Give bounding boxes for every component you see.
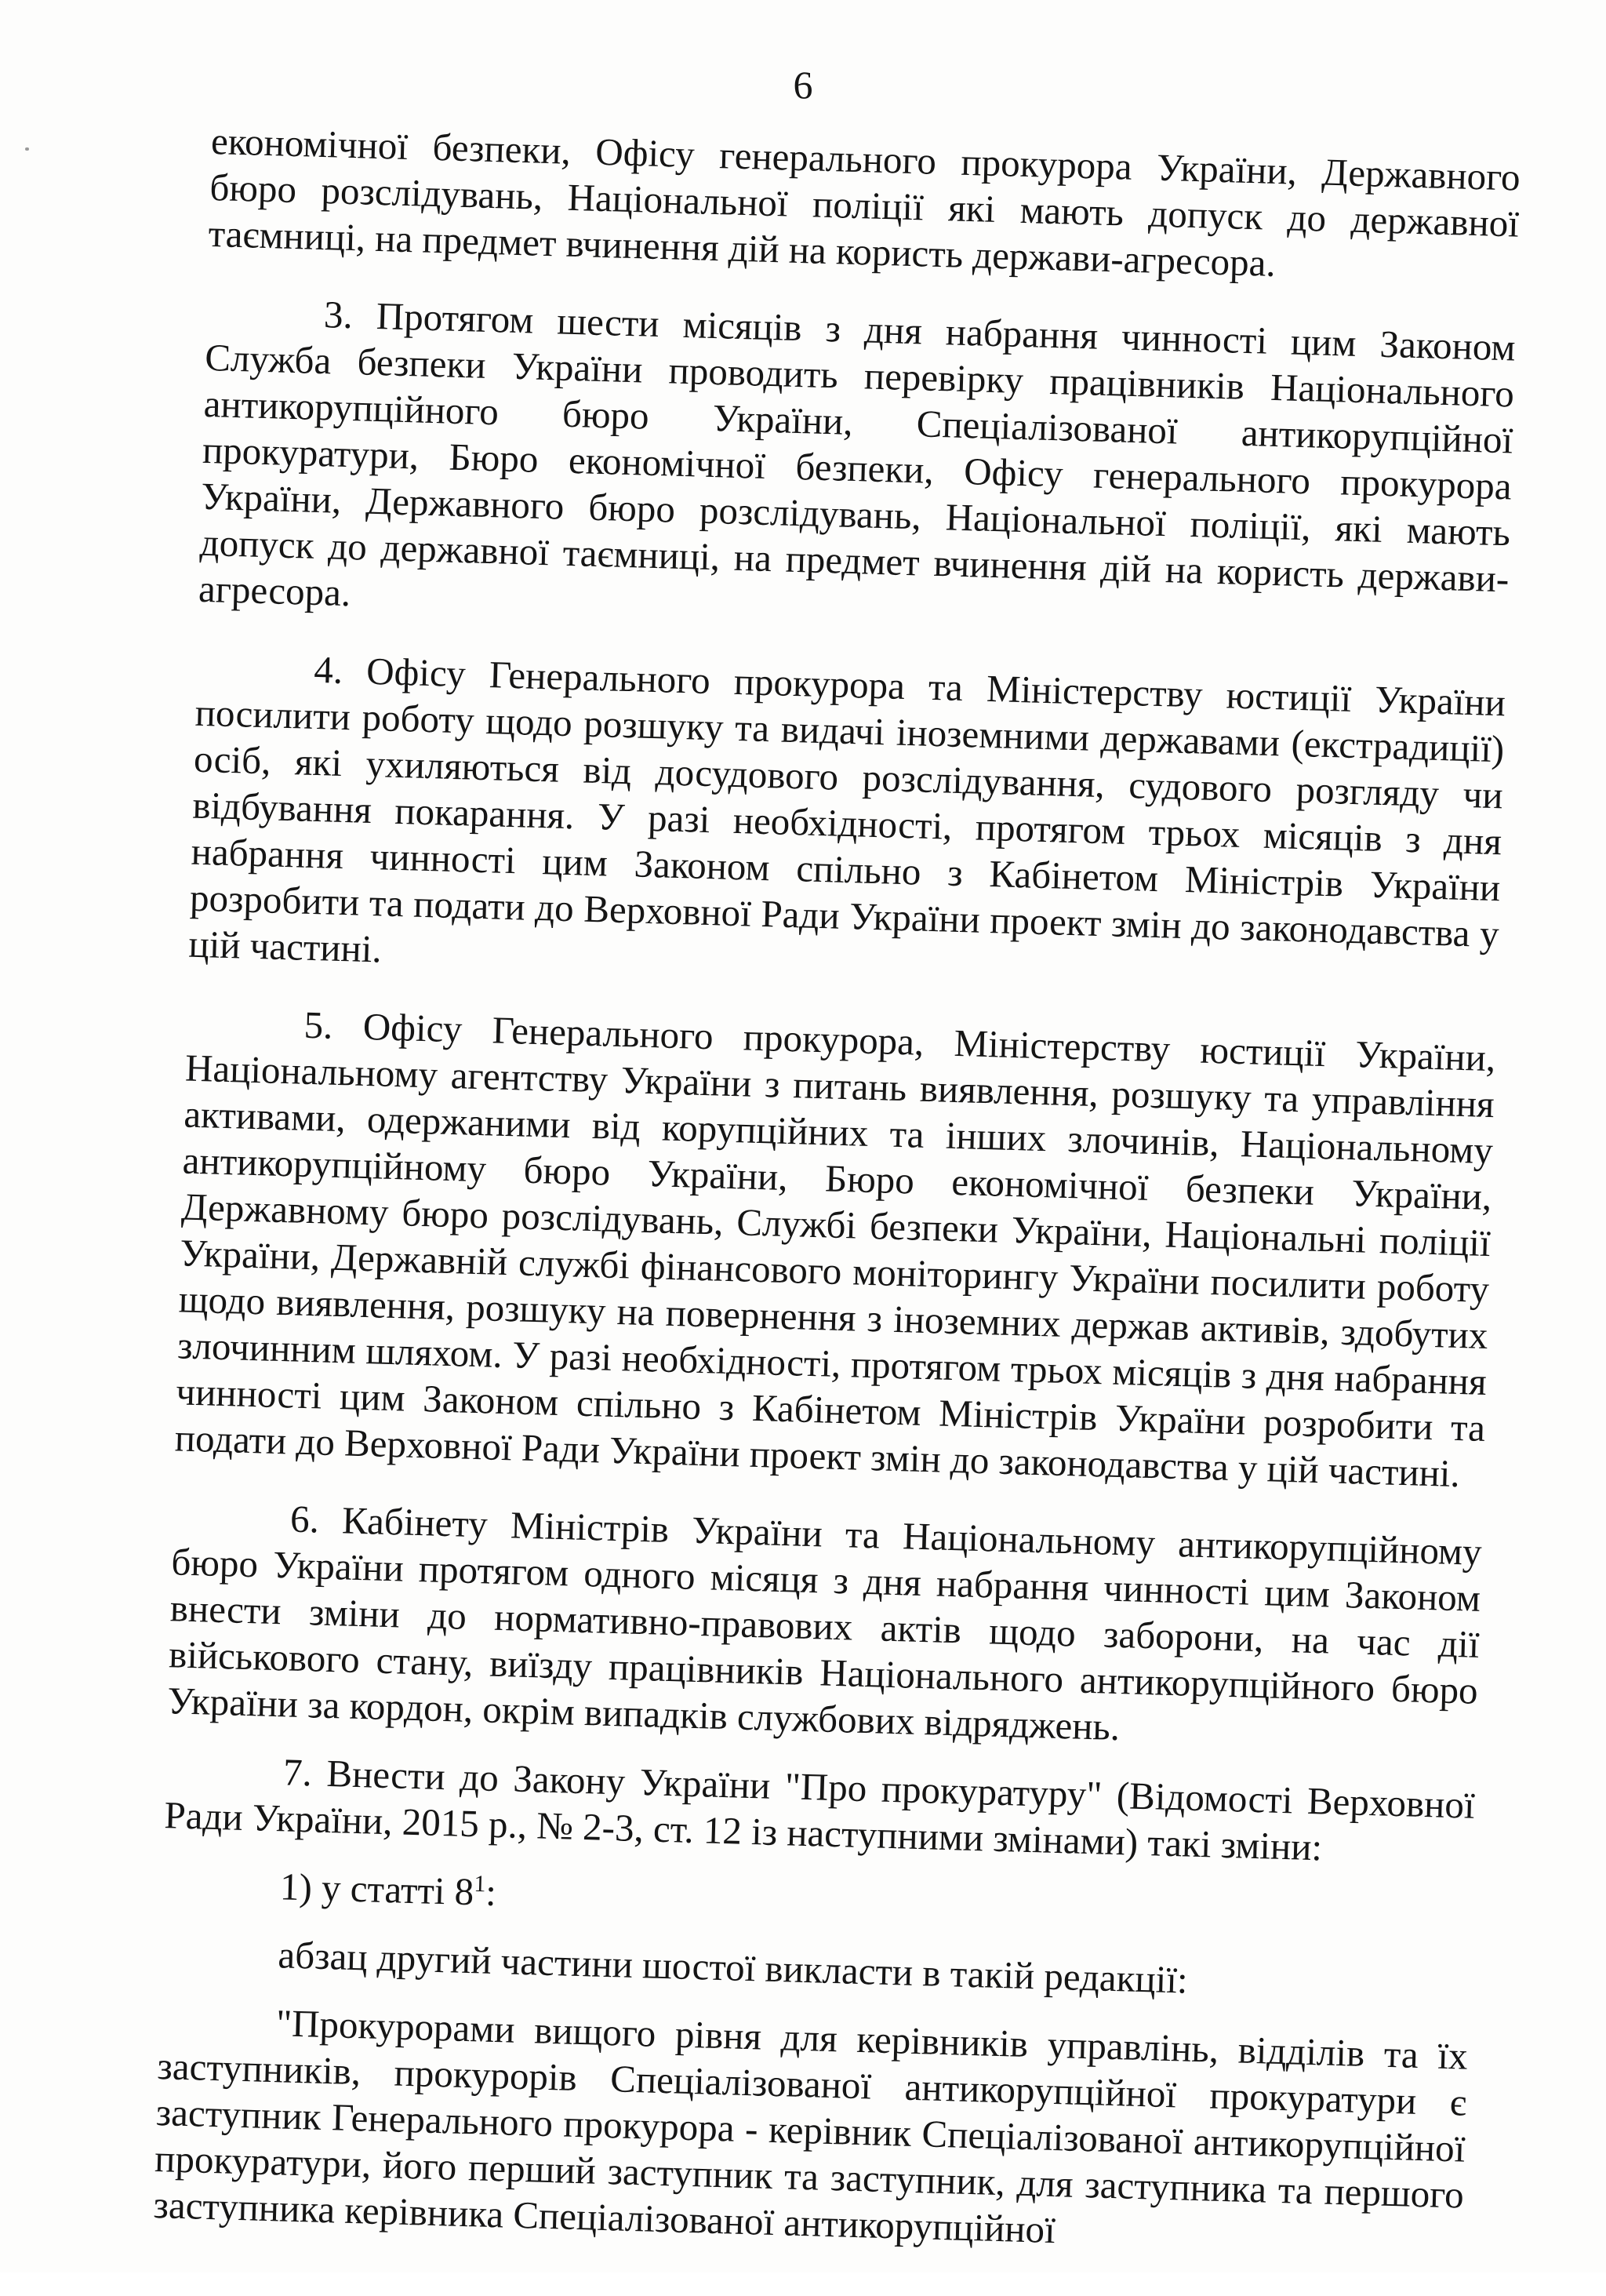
page-number: 6 bbox=[793, 63, 813, 107]
paragraph-item-7: 7. Внести до Закону України "Про прокуратуру" (Відомості Верховної Ради України, 2015 р., № 2-3, ст. 12 із наступними змінами) такі зміни: bbox=[163, 1750, 1476, 1869]
paragraph-item-4: 4. Офісу Генерального прокурора та Міністерству юстиції України посилити роботу щодо розшуку та видачі іноземними державами (екстрадиції) осіб, які ухиляються від досудового розслідування, судового розгляду чи відбування покарання. У разі необхідності, протягом трьох місяців з дня набрання чинності цим Законом спільно з Кабінетом Міністрів України розробити та подати до Верховної Ради України проект змін до законодавства у цій частині. bbox=[187, 647, 1506, 971]
paragraph-abzac-instruction: абзац другий частини шостої викласти в такій редакції: bbox=[277, 1933, 1189, 2002]
article-superscript: 1 bbox=[474, 1870, 486, 1898]
scan-artifact bbox=[25, 147, 29, 151]
paragraph-quoted-text: "Прокурорами вищого рівня для керівників управлінь, відділів та їх заступників, прокурорів Спеціалізованої антикорупційної прокуратури є заступник Генерального прокурора - керівник Спеціалізованої антикорупційної прокуратури, його перший заступник та заступник, для заступника та першого заступника керівника Спеціалізованої антикорупційної bbox=[152, 2001, 1469, 2252]
paragraph-continued: економічної безпеки, Офісу генерального прокурора України, Державного бюро розслідувань, Національної поліції які мають допуск до державної таємниці, на предмет вчинення дій на користь держави-агресора. bbox=[208, 118, 1521, 285]
paragraph-subitem-1 bbox=[162, 1860, 1472, 1943]
subitem-1-colon: : bbox=[485, 1870, 497, 1915]
paragraph-item-6: 6. Кабінету Міністрів України та Національному антикорупційному бюро України протягом одного місяця з дня набрання чинності цим Законом внести зміни до нормативно-правових актів щодо заборони, на час дії військового стану, виїзду працівників Національного антикорупційного бюро України за кордон, окрім випадків службових відряджень. bbox=[166, 1497, 1483, 1749]
paragraph-item-5: 5. Офісу Генерального прокурора, Міністерству юстиції України, Національному агентству України з питань виявлення, розшуку та управління активами, одержаними від корупційних та інших злочинів, Національному антикорупційному бюро України, Бюро економічної безпеки України, Державному бюро розслідувань, Службі безпеки України, Національні поліції України, Державній службі фінансового моніторингу України посилити роботу щодо виявлення, розшуку на повернення з іноземних держав активів, здобутих злочинним шляхом. У разі необхідності, протягом трьох місяців з дня набрання чинності цим Законом спільно з Кабінетом Міністрів України розробити та подати до Верховної Ради України проект змін до законодавства у цій частині. bbox=[174, 1002, 1496, 1496]
subitem-1-text: 1) у статті 8 bbox=[279, 1865, 474, 1914]
paragraph-item-3: 3. Протягом шести місяців з дня набрання чинності цим Законом Служба безпеки України проводить перевірку працівників Національного антикорупційного бюро України, Спеціалізованої антикорупційної прокуратури, Бюро економічної безпеки, Офісу генерального прокурора України, Державного бюро розслідувань, Національної поліції, які мають допуск до державної таємниці, на предмет вчинення дій на користь держави-агресора. bbox=[198, 293, 1517, 615]
document-body bbox=[152, 118, 1521, 2296]
